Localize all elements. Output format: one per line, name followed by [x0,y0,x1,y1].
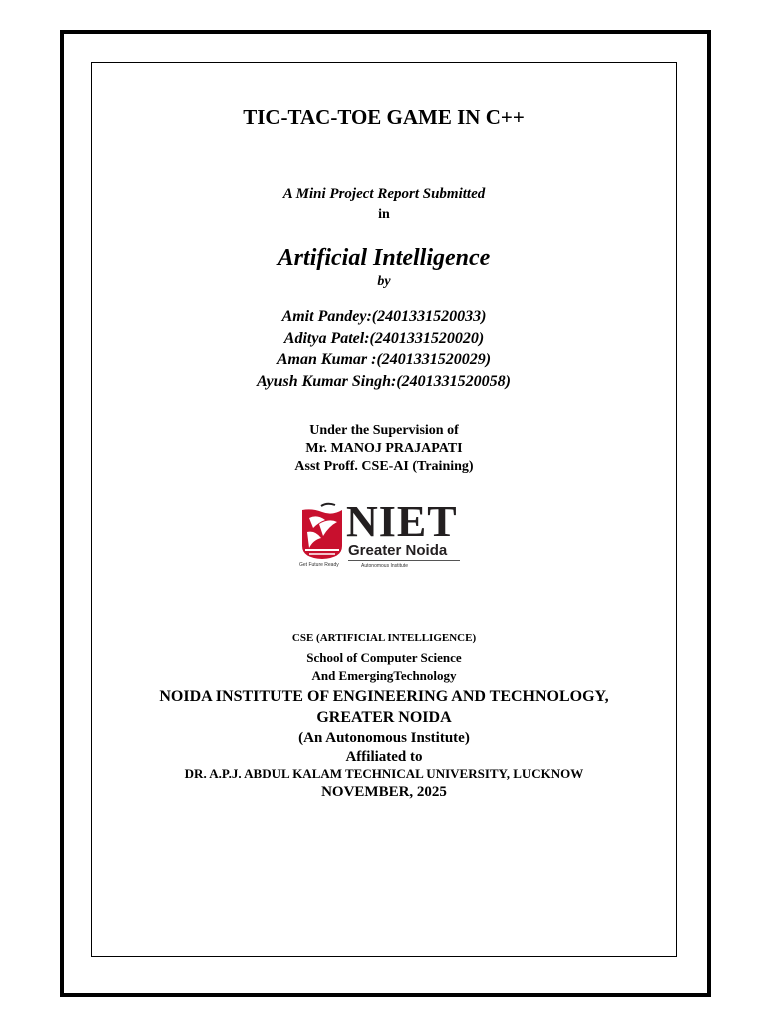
supervisor-name: Mr. MANOJ PRAJAPATI [305,441,463,456]
course-name: Artificial Intelligence [277,245,491,271]
in-word: in [378,207,390,222]
affiliated-label: Affiliated to [345,749,423,765]
niet-emblem-icon [299,502,345,560]
logo-tagline: Get Future Ready [299,562,339,568]
team-member: Aditya Patel:(2401331520020) [283,330,485,347]
by-word: by [377,274,391,289]
department-name: CSE (ARTIFICIAL INTELLIGENCE) [291,632,477,644]
school-line: And EmergingTechnology [311,668,457,683]
institute-city: GREATER NOIDA [316,709,452,726]
team-member: Aman Kumar :(2401331520029) [276,351,492,368]
submission-date: NOVEMBER, 2025 [321,784,447,800]
logo-name: NIET [346,497,458,546]
team-member: Amit Pandey:(2401331520033) [281,308,487,325]
niet-logo [299,497,464,575]
logo-city: Greater Noida [348,542,448,559]
supervision-heading: Under the Supervision of [309,423,459,438]
institute-name: NOIDA INSTITUTE OF ENGINEERING AND TECHNOLOGY, [159,688,609,705]
school-line: School of Computer Science [306,650,462,665]
logo-autonomous-text: Autonomous Institute [361,563,408,569]
report-subtitle: A Mini Project Report Submitted [282,186,486,202]
logo-divider [348,560,460,561]
report-title: TIC-TAC-TOE GAME IN C++ [243,105,525,129]
university-name: DR. A.P.J. ABDUL KALAM TECHNICAL UNIVERSITY, LUCKNOW [184,766,584,781]
team-member: Ayush Kumar Singh:(2401331520058) [257,373,511,390]
supervisor-designation: Asst Proff. CSE-AI (Training) [294,459,474,474]
institute-status: (An Autonomous Institute) [298,730,470,746]
